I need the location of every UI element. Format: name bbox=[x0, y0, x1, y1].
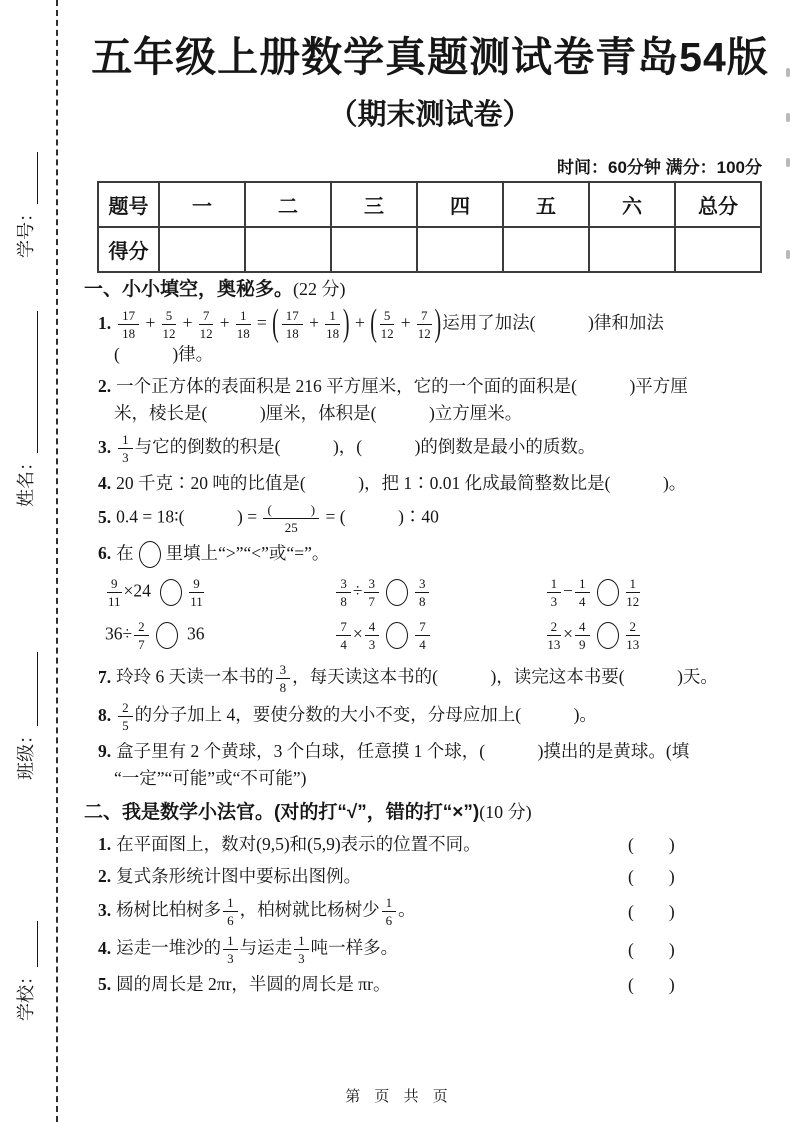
question-line bbox=[84, 738, 774, 765]
question-text: 与运走 bbox=[239, 938, 293, 958]
comparison-circle-blank bbox=[160, 579, 182, 606]
fraction-denominator: 12 bbox=[626, 594, 640, 610]
fraction bbox=[364, 576, 379, 609]
question-text: 圆的周长是 2πr，半圆的周长是 πr。 bbox=[116, 974, 391, 995]
section-title: 一、小小填空，奥秘多。 bbox=[84, 279, 294, 300]
comparison-circle-blank bbox=[597, 579, 619, 606]
question-text: 运用了加法( )律和加法 bbox=[442, 312, 664, 333]
question-text: ，柏树就比杨树少 bbox=[239, 900, 380, 920]
answer-blank: ( ) bbox=[628, 974, 675, 995]
fraction-denominator: 3 bbox=[298, 951, 305, 967]
student-name-label: 姓名： bbox=[16, 453, 36, 507]
fraction-denominator: 8 bbox=[418, 594, 426, 610]
fraction bbox=[118, 700, 133, 733]
dashed-cut-line bbox=[56, 0, 58, 1122]
fraction bbox=[134, 619, 149, 652]
fraction-denominator: 13 bbox=[626, 637, 640, 653]
section-title: 二、我是数学小法官。(对的打“√”，错的打“×”) bbox=[84, 802, 480, 824]
question-number: 3. bbox=[98, 900, 112, 920]
fraction-denominator: 7 bbox=[368, 594, 375, 610]
fraction bbox=[547, 576, 562, 609]
question bbox=[84, 895, 774, 928]
fraction bbox=[263, 502, 319, 535]
question-number-header: 题号 bbox=[98, 182, 159, 227]
section-heading bbox=[84, 276, 774, 303]
question-text: 20 千克∶20 吨的比值是( )，把 1∶0.01 化成最简整数比是( )。 bbox=[116, 473, 687, 493]
fraction-denominator: 12 bbox=[417, 326, 431, 341]
fraction-denominator: 3 bbox=[368, 637, 376, 653]
question-text: ×24 bbox=[123, 581, 156, 601]
question bbox=[84, 700, 774, 733]
fraction-denominator: 4 bbox=[579, 594, 586, 610]
fraction bbox=[282, 308, 303, 341]
comparison-expression bbox=[545, 619, 774, 652]
question bbox=[84, 863, 774, 890]
question-text: 复式条形统计图中要标出图例。 bbox=[116, 866, 362, 887]
fraction-numerator: 1 bbox=[325, 308, 340, 325]
fraction bbox=[417, 308, 432, 341]
fraction-numerator: 7 bbox=[199, 308, 214, 325]
question-text: ( )律。 bbox=[114, 344, 214, 364]
fraction-numerator: 3 bbox=[336, 576, 351, 593]
question bbox=[84, 540, 774, 652]
fraction-denominator: 11 bbox=[190, 594, 203, 610]
comparison-expression bbox=[105, 619, 334, 652]
fraction-numerator: 2 bbox=[547, 619, 562, 636]
question-text: 运走一堆沙的 bbox=[116, 938, 222, 958]
question-text: + bbox=[141, 312, 160, 333]
fraction-numerator: 2 bbox=[118, 700, 133, 717]
fraction-denominator: 8 bbox=[340, 594, 347, 610]
fraction-denominator: 3 bbox=[122, 450, 129, 465]
question-text: 的分子加上 4，要使分数的大小不变，分母应加上( )。 bbox=[134, 705, 597, 725]
section-points: (10 分) bbox=[479, 802, 532, 823]
fraction bbox=[336, 619, 351, 652]
answer-blank: ( ) bbox=[628, 939, 675, 960]
fraction bbox=[325, 308, 340, 341]
student-name-field bbox=[11, 311, 38, 507]
fraction-denominator: 18 bbox=[122, 326, 136, 341]
scan-artifact-mark bbox=[786, 68, 790, 77]
question bbox=[84, 971, 774, 998]
comparison-circle-blank bbox=[156, 622, 178, 649]
fraction bbox=[575, 576, 590, 609]
question-number: 3. bbox=[98, 436, 112, 457]
column-total: 总分 bbox=[675, 182, 761, 227]
fraction-denominator: 13 bbox=[547, 637, 561, 653]
scan-artifact-mark bbox=[786, 158, 790, 167]
section-points: (22 分) bbox=[293, 279, 346, 299]
question-number: 5. bbox=[98, 974, 112, 995]
fraction bbox=[118, 432, 133, 465]
fraction-denominator: 12 bbox=[162, 326, 176, 341]
fraction-numerator: 1 bbox=[626, 576, 641, 593]
question-line bbox=[84, 302, 774, 345]
score-cell bbox=[589, 227, 675, 272]
page-title: 五年级上册数学真题测试卷青岛54版 bbox=[91, 34, 769, 80]
question-number: 1. bbox=[98, 312, 112, 333]
fraction-denominator: 12 bbox=[380, 326, 394, 341]
question-text: + bbox=[215, 312, 234, 333]
score-cell bbox=[245, 227, 331, 272]
question-line bbox=[84, 502, 774, 535]
question bbox=[84, 432, 774, 465]
question-text: = bbox=[252, 312, 272, 333]
fraction-denominator: 25 bbox=[284, 520, 298, 535]
fraction-denominator: 4 bbox=[419, 637, 426, 653]
question-text: 里填上“>”“<”或“=”。 bbox=[165, 543, 330, 563]
fraction-numerator: 1 bbox=[575, 576, 590, 593]
question-number: 6. bbox=[98, 543, 112, 563]
fraction-numerator: ( ) bbox=[263, 502, 319, 519]
question-line bbox=[84, 400, 774, 427]
question-number: 2. bbox=[98, 376, 112, 396]
question-line bbox=[84, 765, 774, 792]
fraction bbox=[382, 895, 397, 928]
column-three: 三 bbox=[331, 182, 417, 227]
class-blank bbox=[11, 652, 38, 726]
question-text: 0.4 = 18∶( ) = bbox=[116, 506, 262, 527]
fraction-denominator: 18 bbox=[326, 326, 340, 341]
fraction bbox=[547, 619, 562, 652]
question-text: ，每天读这本书的( )，读完这本书要( )天。 bbox=[292, 667, 718, 687]
question-number: 2. bbox=[98, 866, 112, 887]
fraction-denominator: 5 bbox=[122, 718, 129, 734]
question-number: 9. bbox=[98, 741, 112, 762]
question-number: 5. bbox=[98, 506, 112, 527]
fraction-numerator: 3 bbox=[415, 576, 430, 593]
fraction-numerator: 7 bbox=[415, 619, 430, 636]
column-one: 一 bbox=[159, 182, 245, 227]
fraction-denominator: 6 bbox=[385, 913, 393, 929]
school-label: 学校： bbox=[16, 967, 36, 1021]
question-text: 。 bbox=[398, 900, 416, 920]
fraction bbox=[118, 308, 139, 341]
answer-blank: ( ) bbox=[628, 901, 675, 922]
fraction-denominator: 3 bbox=[227, 951, 234, 967]
question-line bbox=[84, 700, 774, 733]
comparison-circle-blank bbox=[597, 622, 619, 649]
fraction-numerator: 2 bbox=[134, 619, 149, 636]
fraction bbox=[365, 619, 380, 652]
score-cell bbox=[503, 227, 589, 272]
fraction-denominator: 18 bbox=[236, 326, 250, 341]
question-line bbox=[84, 540, 774, 568]
question bbox=[84, 373, 774, 427]
answer-blank: ( ) bbox=[628, 866, 675, 887]
comparison-expression bbox=[334, 619, 544, 652]
fraction-numerator: 1 bbox=[223, 895, 238, 912]
question-number: 4. bbox=[98, 473, 112, 493]
school-blank bbox=[11, 921, 38, 967]
column-four: 四 bbox=[417, 182, 503, 227]
time-score-info: 时间：60分钟 满分：100分 bbox=[557, 158, 762, 177]
question-text: − bbox=[563, 581, 573, 601]
question-text: 玲玲 6 天读一本书的 bbox=[116, 667, 274, 687]
answer-blank: ( ) bbox=[628, 834, 675, 855]
column-two: 二 bbox=[245, 182, 331, 227]
fraction-numerator: 4 bbox=[365, 619, 380, 636]
comparison-row bbox=[84, 619, 774, 652]
question bbox=[84, 738, 774, 792]
question-number: 8. bbox=[98, 705, 112, 725]
comparison-expression bbox=[334, 576, 544, 609]
fraction-numerator: 1 bbox=[547, 576, 562, 593]
question-line bbox=[84, 470, 774, 497]
fraction bbox=[223, 895, 238, 928]
fraction bbox=[107, 576, 122, 609]
fraction-denominator: 3 bbox=[550, 594, 558, 610]
fraction bbox=[236, 308, 251, 341]
question-line bbox=[84, 662, 774, 695]
scan-artifact-mark bbox=[786, 250, 790, 259]
question-text: 一个正方体的表面积是 216 平方厘米，它的一个面的面积是( )平方厘 bbox=[116, 376, 688, 396]
student-id-blank bbox=[11, 152, 38, 204]
comparison-expression bbox=[545, 576, 774, 609]
fraction-numerator: 5 bbox=[380, 308, 395, 325]
comparison-circle-blank bbox=[386, 579, 408, 606]
fraction bbox=[162, 308, 177, 341]
fraction-denominator: 6 bbox=[227, 913, 234, 929]
page-footer: 第 页 共 页 bbox=[345, 1088, 448, 1105]
student-name-blank bbox=[11, 311, 38, 453]
class-label: 班级： bbox=[16, 726, 36, 780]
question bbox=[84, 662, 774, 695]
fraction-numerator: 7 bbox=[417, 308, 432, 325]
fraction-numerator: 9 bbox=[189, 576, 204, 593]
fraction bbox=[626, 619, 641, 652]
questions bbox=[84, 276, 774, 1003]
score-label: 得分 bbox=[98, 227, 159, 272]
comparison-row bbox=[84, 576, 774, 609]
comparison-expression bbox=[105, 576, 334, 609]
question-line bbox=[84, 432, 774, 465]
fraction-numerator: 2 bbox=[626, 619, 641, 636]
question bbox=[84, 933, 774, 966]
fraction bbox=[189, 576, 204, 609]
question-text: 36÷ bbox=[105, 624, 133, 644]
fraction-numerator: 1 bbox=[382, 895, 397, 912]
fraction bbox=[294, 933, 309, 966]
score-cell bbox=[675, 227, 761, 272]
fraction bbox=[223, 933, 238, 966]
question-text: + bbox=[396, 312, 416, 333]
question-number: 7. bbox=[98, 667, 112, 687]
fraction bbox=[276, 662, 291, 695]
fraction-denominator: 18 bbox=[285, 326, 299, 341]
fraction bbox=[415, 619, 430, 652]
fraction-numerator: 1 bbox=[118, 432, 133, 449]
big-paren: ( bbox=[370, 302, 377, 345]
question-text: 杨树比柏树多 bbox=[116, 900, 222, 920]
fraction-numerator: 1 bbox=[236, 308, 251, 325]
question-text: + bbox=[350, 312, 370, 333]
fraction bbox=[575, 619, 590, 652]
question-text: × bbox=[563, 624, 573, 644]
fraction-denominator: 4 bbox=[340, 637, 347, 653]
school-field bbox=[11, 921, 38, 1021]
question-text: ÷ bbox=[352, 581, 363, 601]
fraction-numerator: 9 bbox=[107, 576, 122, 593]
question-text: 盒子里有 2 个黄球，3 个白球，任意摸 1 个球，( )摸出的是黄球。(填 bbox=[116, 741, 690, 762]
score-cell bbox=[417, 227, 503, 272]
question-text: + bbox=[178, 312, 197, 333]
question-text: 米，棱长是( )厘米，体积是( )立方厘米。 bbox=[114, 403, 523, 423]
question-text: 在平面图上，数对(9,5)和(5,9)表示的位置不同。 bbox=[116, 834, 481, 855]
question-text: 吨一样多。 bbox=[310, 938, 399, 958]
fraction bbox=[380, 308, 395, 341]
scan-artifact-mark bbox=[786, 113, 790, 122]
fraction bbox=[199, 308, 214, 341]
question-text: 在 bbox=[116, 543, 134, 563]
column-five: 五 bbox=[503, 182, 589, 227]
fraction-numerator: 1 bbox=[294, 933, 309, 950]
question bbox=[84, 831, 774, 858]
fraction bbox=[415, 576, 430, 609]
class-field bbox=[11, 652, 38, 780]
comparison-circle-blank bbox=[386, 622, 408, 649]
big-paren: ) bbox=[342, 302, 350, 345]
question-number: 1. bbox=[98, 834, 112, 855]
big-paren: ) bbox=[434, 302, 442, 345]
question-text: 36 bbox=[182, 624, 205, 644]
fraction-numerator: 1 bbox=[223, 933, 238, 950]
fraction bbox=[336, 576, 351, 609]
comparison-circle-blank bbox=[139, 541, 161, 568]
fraction-numerator: 4 bbox=[575, 619, 590, 636]
column-six: 六 bbox=[589, 182, 675, 227]
question-text: “一定”“可能”或“不可能”) bbox=[114, 768, 307, 789]
fraction-denominator: 9 bbox=[579, 637, 586, 653]
big-paren: ( bbox=[272, 302, 279, 345]
question-text: 与它的倒数的积是( )，( )的倒数是最小的质数。 bbox=[134, 436, 596, 457]
score-cell bbox=[159, 227, 245, 272]
student-id-label: 学号： bbox=[16, 204, 36, 258]
page-subtitle: （期末测试卷） bbox=[328, 99, 532, 131]
score-table-score-row bbox=[98, 227, 761, 272]
question bbox=[84, 502, 774, 535]
fraction-denominator: 7 bbox=[138, 637, 145, 653]
question-number: 4. bbox=[98, 938, 112, 958]
question bbox=[84, 470, 774, 497]
question bbox=[84, 302, 774, 368]
fraction-numerator: 17 bbox=[118, 308, 139, 325]
fraction-denominator: 11 bbox=[107, 594, 121, 610]
fraction-numerator: 3 bbox=[276, 662, 291, 679]
fraction-denominator: 12 bbox=[199, 326, 213, 341]
fraction-numerator: 17 bbox=[282, 308, 303, 325]
fraction-denominator: 8 bbox=[279, 680, 287, 696]
question-line bbox=[84, 373, 774, 400]
question-line bbox=[84, 341, 774, 368]
score-table bbox=[97, 181, 762, 273]
fraction-numerator: 7 bbox=[336, 619, 351, 636]
question-text: × bbox=[352, 624, 363, 644]
question-text: = ( )∶40 bbox=[321, 506, 439, 527]
fraction-numerator: 3 bbox=[364, 576, 379, 593]
fraction-numerator: 5 bbox=[162, 308, 177, 325]
question-text: + bbox=[304, 312, 324, 333]
fraction bbox=[626, 576, 641, 609]
score-cell bbox=[331, 227, 417, 272]
score-table-header-row bbox=[98, 182, 761, 227]
student-id-field bbox=[11, 152, 38, 258]
section-heading bbox=[84, 799, 774, 826]
